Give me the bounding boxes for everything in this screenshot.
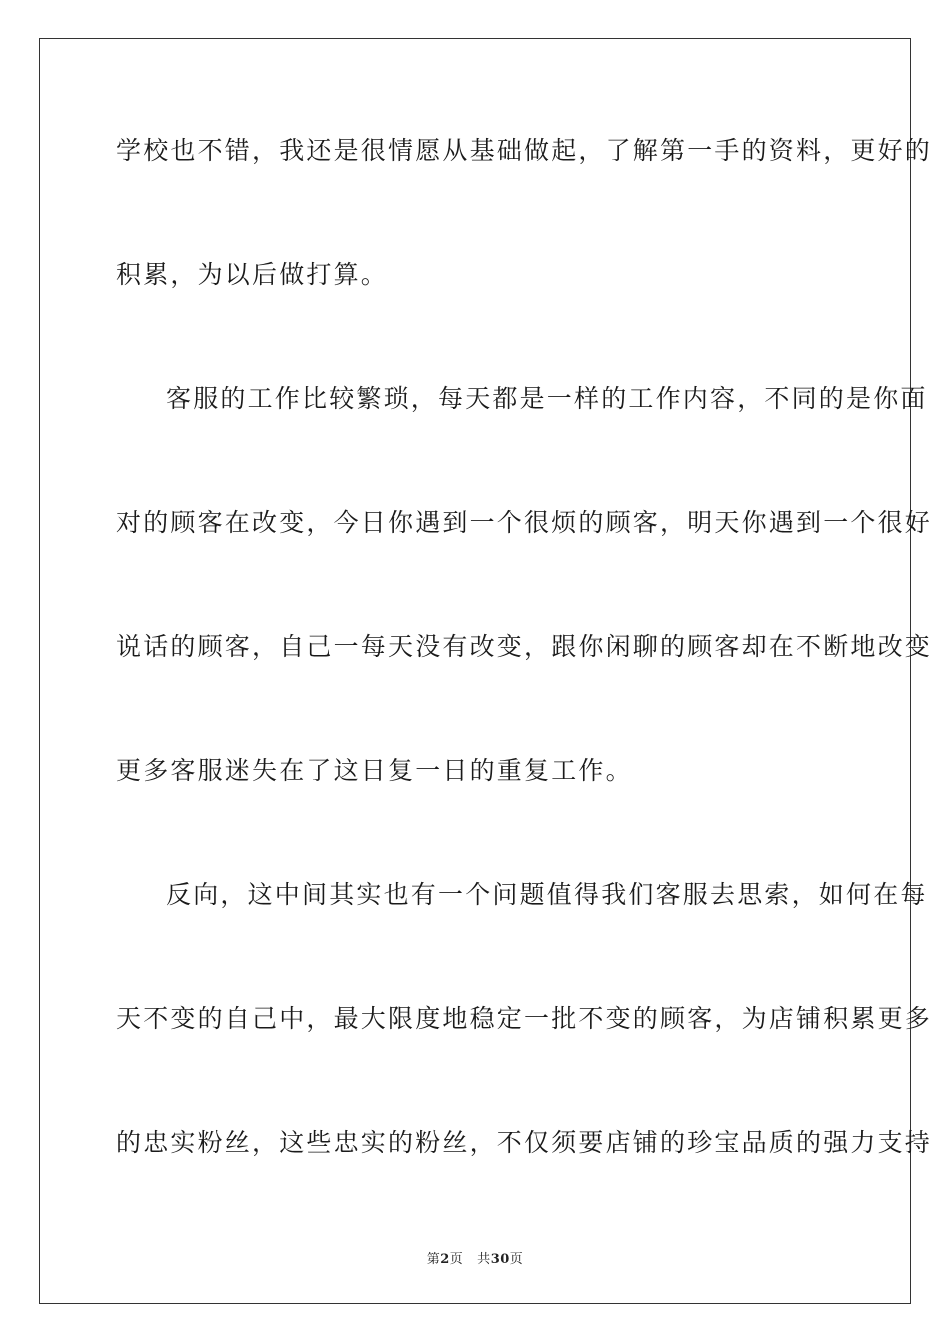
text-line: 说话的顾客，自己一每天没有改变，跟你闲聊的顾客却在不断地改变: [116, 632, 933, 661]
text-line: 学校也不错，我还是很情愿从基础做起，了解第一手的资料，更好的: [116, 136, 933, 165]
page-number: 2: [440, 1252, 450, 1267]
text-line: 更多客服迷失在了这日复一日的重复工作。: [116, 756, 633, 785]
page-suffix: 页: [449, 1252, 464, 1267]
total-suffix: 页: [509, 1252, 524, 1267]
paragraph-start-line: 客服的工作比较繁琐，每天都是一样的工作内容，不同的是你面: [166, 384, 928, 413]
paragraph-start-line: 反向，这中间其实也有一个问题值得我们客服去思索，如何在每: [166, 880, 928, 909]
text-line: 对的顾客在改变，今日你遇到一个很烦的顾客，明天你遇到一个很好: [116, 508, 933, 537]
page-border: [39, 38, 933, 1304]
page-prefix: 第: [426, 1252, 441, 1267]
text-line: 积累，为以后做打算。: [116, 260, 389, 289]
page-footer: [0, 1248, 950, 1267]
text-line: 天不变的自己中，最大限度地稳定一批不变的顾客，为店铺积累更多: [116, 1004, 933, 1033]
text-line: 的忠实粉丝，这些忠实的粉丝，不仅须要店铺的珍宝品质的强力支持: [116, 1128, 933, 1157]
total-prefix: 共: [477, 1252, 491, 1267]
total-pages: 30: [490, 1252, 510, 1267]
